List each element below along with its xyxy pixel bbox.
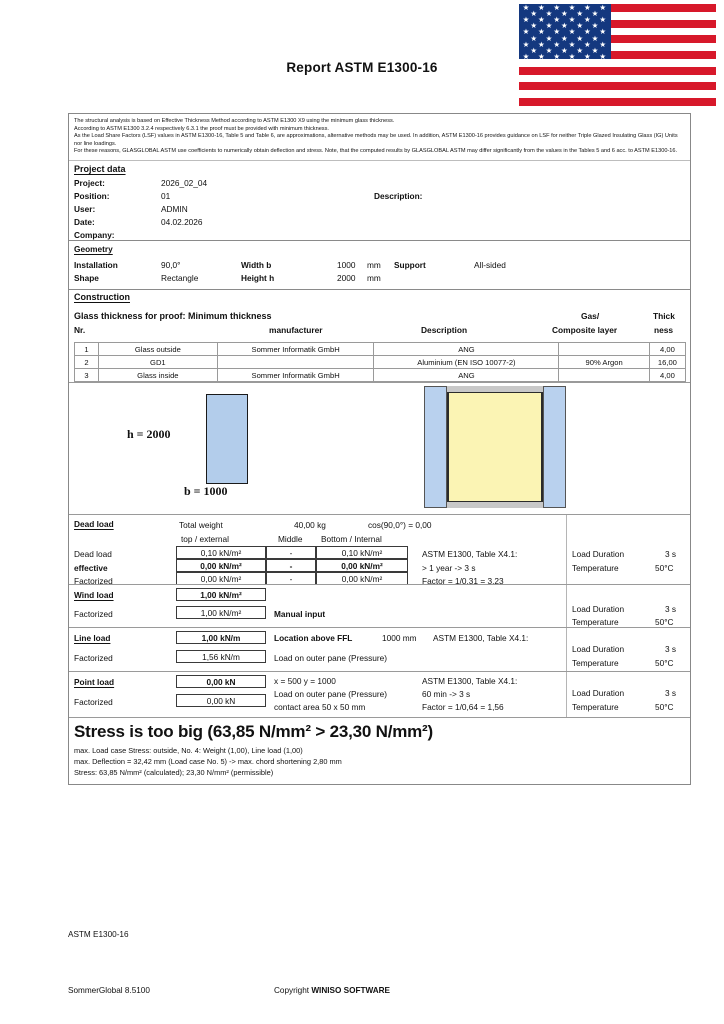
- point-factorized-value: 0,00 kN: [176, 694, 266, 707]
- flag-star: ★: [522, 27, 530, 37]
- result-line-3: Stress: 63,85 N/mm² (calculated); 23,30 N/mm² (permissible): [74, 768, 274, 778]
- line-load-value: 1,00 kN/m: [176, 631, 266, 644]
- flag-star: ★: [530, 9, 538, 19]
- copyright-value: WINISO SOFTWARE: [311, 986, 391, 995]
- col-middle: Middle: [278, 534, 303, 545]
- glass-diagram: [69, 382, 690, 514]
- dead-load-astm-line-2: > 1 year -> 3 s: [422, 563, 476, 574]
- flag-star: ★: [584, 15, 591, 25]
- cell-gas: [559, 369, 649, 382]
- height-label: Height h: [241, 273, 275, 284]
- stress-warning-headline: Stress is too big (63,85 N/mm² > 23,30 N/mm²): [74, 722, 433, 742]
- result-line-1: max. Load case Stress: outside, No. 4: Weight (1,00), Line load (1,00): [74, 746, 303, 756]
- footer-copyright: [274, 986, 390, 995]
- cell-description: ANG: [374, 343, 559, 356]
- wind-load-value: 1,00 kN/m²: [176, 588, 266, 601]
- flag-star: ★: [584, 27, 591, 37]
- installation-label: Installation: [74, 260, 118, 271]
- point-load-section: [69, 671, 690, 717]
- effective-bottom-value: 0,00 kN/m²: [316, 559, 408, 572]
- spacer-top: [447, 386, 543, 393]
- line-duration-value: 3 s: [665, 644, 677, 655]
- cell-nr: 2: [75, 356, 99, 369]
- flag-star: ★: [553, 39, 561, 49]
- installation-value: 90,0°: [161, 260, 181, 271]
- dead-load-duration-value: 3 s: [665, 549, 677, 560]
- note-line-2: According to ASTM E1300 3.2.4 respectively 6.3.1 the proof must be provided with minimum thickness.: [74, 125, 329, 132]
- flag-star: ★: [591, 21, 599, 31]
- col-top-external: top / external: [181, 534, 229, 545]
- wind-temperature-label: Temperature: [572, 617, 619, 628]
- diagram-height-label: h = 2000: [127, 427, 171, 442]
- point-load-note: Load on outer pane (Pressure): [274, 689, 388, 700]
- flag-star: ★: [553, 4, 561, 13]
- line-factorized-value: 1,56 kN/m: [176, 650, 266, 663]
- project-data-heading: Project data: [74, 164, 126, 175]
- flag-star: ★: [576, 9, 584, 19]
- wind-load-section: [69, 584, 690, 627]
- note-line-1: The structural analysis is based on Effective Thickness Method according to ASTM E1300 X9 using the minimum glass thickness.: [74, 118, 395, 124]
- outer-glass-pane: [424, 386, 447, 508]
- cell-manufacturer: [217, 356, 374, 369]
- flag-star: ★: [599, 27, 607, 37]
- line-temperature-label: Temperature: [572, 658, 619, 669]
- flag-star: ★: [568, 15, 576, 25]
- line-load-location-value: 1000 mm: [382, 633, 417, 644]
- wind-factorized-value: 1,00 kN/m²: [176, 606, 266, 619]
- note-line-4: For these reasons, GLASGLOBAL ASTM use coefficients to numerically obtain deflection and stress. Note, that the computed results by GLASGLOBAL ASTM may differ significantly from the values in the Tables 5 and 6 acc. to ASTM E1300-16.: [74, 148, 678, 155]
- flag-star: ★: [568, 4, 576, 13]
- position-value: 01: [161, 191, 171, 202]
- point-load-contact-area: contact area 50 x 50 mm: [274, 702, 366, 713]
- inner-glass-pane: [543, 386, 566, 508]
- flag-star: ★: [553, 27, 561, 37]
- wind-temperature-value: 50°C: [655, 617, 674, 628]
- flag-star: ★: [584, 51, 591, 61]
- user-value: ADMIN: [161, 204, 188, 215]
- table-row: [75, 369, 686, 382]
- flag-star: ★: [561, 9, 568, 19]
- dead-load-astm-line-3: Factor = 1/0,31 = 3,23: [422, 576, 504, 587]
- flag-star: ★: [538, 51, 545, 61]
- method-note: [69, 114, 690, 161]
- flag-star: ★: [576, 45, 584, 55]
- user-label: User:: [74, 204, 96, 215]
- support-value: All-sided: [474, 260, 506, 271]
- elevation-pane-shape: [206, 394, 248, 484]
- date-value: 04.02.2026: [161, 217, 203, 228]
- project-value: 2026_02_04: [161, 178, 208, 189]
- col-description: Description: [421, 325, 468, 336]
- wind-manual-input-note: Manual input: [274, 609, 326, 620]
- col-composite-layer: Composite layer: [552, 325, 618, 336]
- flag-stripe: [519, 98, 716, 106]
- cell-name: Glass outside: [98, 343, 217, 356]
- flag-stripe: [519, 82, 716, 90]
- dead-load-row-label: Dead load: [74, 549, 112, 560]
- factorized-bottom-value: 0,00 kN/m²: [316, 572, 408, 585]
- col-thickness: Thick: [653, 311, 675, 322]
- diagram-width-label: b = 1000: [184, 484, 228, 499]
- point-load-astm-line-3: Factor = 1/0,64 = 1,56: [422, 702, 504, 713]
- factorized-row-label: Factorized: [74, 576, 113, 587]
- support-label: Support: [394, 260, 426, 271]
- dead-load-heading: Dead load: [74, 519, 114, 530]
- dead-load-bottom-value: 0,10 kN/m²: [316, 546, 408, 559]
- dead-load-temperature-value: 50°C: [655, 563, 674, 574]
- line-load-heading: Line load: [74, 633, 111, 644]
- footer-standard: ASTM E1300-16: [68, 930, 129, 939]
- flag-star: ★: [591, 9, 599, 19]
- position-label: Position:: [74, 191, 110, 202]
- result-section: [69, 717, 690, 784]
- gas-cavity: [447, 386, 543, 508]
- point-duration-value: 3 s: [665, 688, 677, 699]
- copyright-label: Copyright: [274, 986, 310, 995]
- wind-duration-label: Load Duration: [572, 604, 625, 615]
- cell-thickness: 16,00: [649, 356, 685, 369]
- cell-thickness: 4,00: [649, 343, 685, 356]
- cell-gas: 90% Argon: [559, 356, 649, 369]
- col-nr: Nr.: [74, 325, 86, 336]
- flag-star: ★: [553, 51, 561, 61]
- construction-section: [69, 289, 690, 308]
- height-unit: mm: [367, 273, 381, 284]
- flag-star: ★: [561, 21, 568, 31]
- width-unit: mm: [367, 260, 381, 271]
- cell-description: ANG: [374, 369, 559, 382]
- table-row: [75, 356, 686, 369]
- construction-heading: Construction: [74, 292, 130, 303]
- page-title: Report ASTM E1300-16: [286, 60, 438, 75]
- flag-star: ★: [522, 4, 530, 13]
- cos-angle-text: cos(90,0°) = 0,00: [368, 520, 432, 531]
- flag-star: ★: [545, 9, 553, 19]
- flag-star: ★: [568, 27, 576, 37]
- cross-section-diagram: [424, 386, 566, 508]
- col-gas: Gas/: [581, 311, 600, 322]
- flag-star: ★: [568, 51, 576, 61]
- flag-star: ★: [545, 21, 553, 31]
- flag-star: ★: [599, 4, 607, 13]
- effective-row-label: effective: [74, 563, 108, 574]
- date-label: Date:: [74, 217, 95, 228]
- description-label: Description:: [374, 191, 423, 202]
- flag-star: ★: [522, 39, 530, 49]
- flag-star: ★: [553, 15, 561, 25]
- point-temperature-label: Temperature: [572, 702, 619, 713]
- cell-nr: 3: [75, 369, 99, 382]
- note-line-3: As the Load Share Factors (LSF) values in ASTM E1300-16, Table 5 and Table 6, are approximations, alternative methods may be used. In addition, ASTM E1300-16 provides guidance on LSF for neither Triple Glazed Insulating Glass (IG) Units nor line loadings.: [74, 133, 678, 147]
- project-label: Project:: [74, 178, 105, 189]
- line-load-section: [69, 627, 690, 671]
- flag-canton: [519, 4, 611, 59]
- cell-description: Aluminium (EN ISO 10077-2): [374, 356, 559, 369]
- spacer-bottom: [447, 501, 543, 508]
- flag-star: ★: [522, 15, 530, 25]
- wind-factorized-label: Factorized: [74, 609, 113, 620]
- cell-manufacturer: Sommer Informatik GmbH: [217, 343, 374, 356]
- line-load-astm-line-1: ASTM E1300, Table X4.1:: [433, 633, 529, 644]
- cell-name: GD1: [98, 356, 217, 369]
- point-factorized-label: Factorized: [74, 697, 113, 708]
- shape-label: Shape: [74, 273, 99, 284]
- flag-star: ★: [584, 4, 591, 13]
- cell-nr: 1: [75, 343, 99, 356]
- proof-label: Glass thickness for proof: Minimum thickness: [74, 311, 272, 322]
- project-data-section: [69, 161, 690, 240]
- flag-star: ★: [576, 33, 584, 43]
- footer-version: SommerGlobal 8.5100: [68, 986, 150, 995]
- point-duration-label: Load Duration: [572, 688, 625, 699]
- dead-load-middle-value: -: [266, 546, 316, 559]
- point-load-value: 0,00 kN: [176, 675, 266, 688]
- table-row: [75, 343, 686, 356]
- width-value: 1000: [337, 260, 356, 271]
- cell-gas: [559, 343, 649, 356]
- point-temperature-value: 50°C: [655, 702, 674, 713]
- col-manufacturer: manufacturer: [269, 325, 323, 336]
- flag-star: ★: [561, 45, 568, 55]
- flag-star: ★: [568, 39, 576, 49]
- flag-star: ★: [530, 45, 538, 55]
- us-flag-icon: [519, 4, 716, 106]
- flag-star: ★: [545, 33, 553, 43]
- flag-star: ★: [522, 51, 530, 61]
- point-load-astm-line-2: 60 min -> 3 s: [422, 689, 471, 700]
- flag-star: ★: [545, 45, 553, 55]
- geometry-section: [69, 240, 690, 289]
- cell-name: Glass inside: [98, 369, 217, 382]
- col-bottom-internal: Bottom / Internal: [321, 534, 382, 545]
- line-load-location-label: Location above FFL: [274, 633, 353, 644]
- flag-star: ★: [591, 33, 599, 43]
- flag-star: ★: [561, 33, 568, 43]
- flag-star: ★: [576, 21, 584, 31]
- line-load-note: Load on outer pane (Pressure): [274, 653, 388, 664]
- effective-middle-value: -: [266, 559, 316, 572]
- dead-load-section: [69, 514, 690, 587]
- report-frame: [68, 113, 691, 785]
- glass-table-header: [69, 308, 690, 342]
- wind-load-heading: Wind load: [74, 590, 114, 601]
- flag-star: ★: [599, 39, 607, 49]
- dead-load-astm-line-1: ASTM E1300, Table X4.1:: [422, 549, 518, 560]
- line-duration-label: Load Duration: [572, 644, 625, 655]
- point-load-heading: Point load: [74, 677, 115, 688]
- wind-duration-value: 3 s: [665, 604, 677, 615]
- cell-manufacturer: Sommer Informatik GmbH: [217, 369, 374, 382]
- point-load-astm-line-1: ASTM E1300, Table X4.1:: [422, 676, 518, 687]
- total-weight-value: 40,00 kg: [294, 520, 326, 531]
- factorized-middle-value: -: [266, 572, 316, 585]
- width-label: Width b: [241, 260, 272, 271]
- height-value: 2000: [337, 273, 356, 284]
- company-label: Company:: [74, 230, 115, 241]
- point-load-coords: x = 500 y = 1000: [274, 676, 336, 687]
- total-weight-label: Total weight: [179, 520, 223, 531]
- shape-value: Rectangle: [161, 273, 199, 284]
- glass-layers-table: [74, 342, 686, 382]
- line-factorized-label: Factorized: [74, 653, 113, 664]
- dead-load-top-value: 0,10 kN/m²: [176, 546, 266, 559]
- cell-thickness: 4,00: [649, 369, 685, 382]
- flag-star: ★: [538, 27, 545, 37]
- result-line-2: max. Deflection = 32,42 mm (Load case No. 5) -> max. chord shortening 2,80 mm: [74, 757, 342, 767]
- flag-star: ★: [584, 39, 591, 49]
- flag-star: ★: [599, 15, 607, 25]
- flag-star: ★: [530, 33, 538, 43]
- geometry-heading: Geometry: [74, 244, 113, 255]
- effective-top-value: 0,00 kN/m²: [176, 559, 266, 572]
- factorized-top-value: 0,00 kN/m²: [176, 572, 266, 585]
- flag-star: ★: [530, 21, 538, 31]
- line-temperature-value: 50°C: [655, 658, 674, 669]
- col-thickness-2: ness: [654, 325, 674, 336]
- flag-star: ★: [538, 4, 545, 13]
- flag-star: ★: [591, 45, 599, 55]
- flag-star: ★: [538, 15, 545, 25]
- dead-load-duration-label: Load Duration: [572, 549, 625, 560]
- flag-star: ★: [538, 39, 545, 49]
- flag-star: ★: [599, 51, 607, 61]
- dead-load-temperature-label: Temperature: [572, 563, 619, 574]
